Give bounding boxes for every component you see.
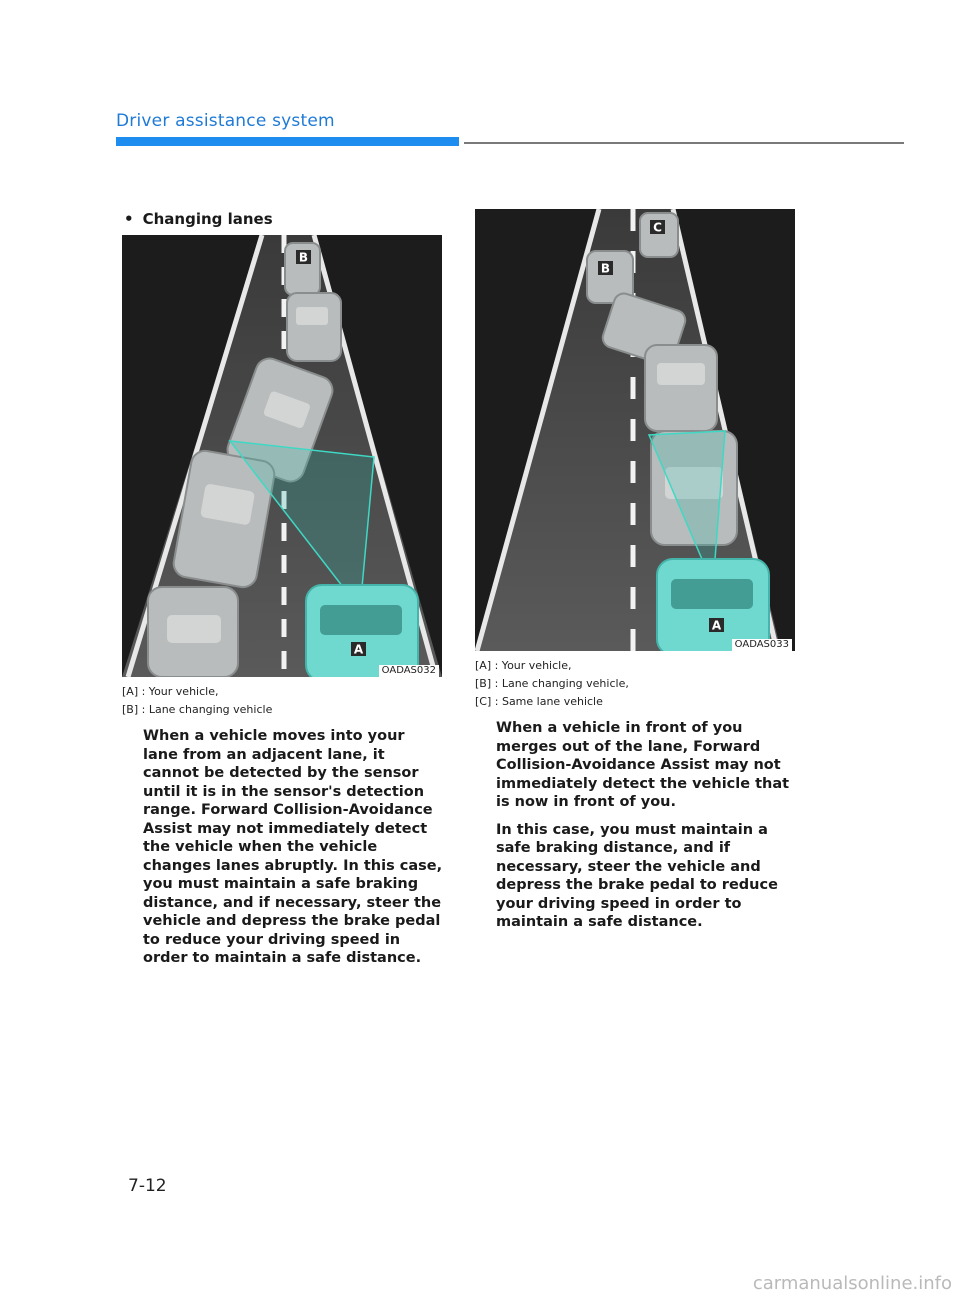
paragraph: When a vehicle in front of you merges out of the lane, Forward Collision-Avoidance Assist may not immediately detect the vehicle that is now in front of you. bbox=[496, 720, 790, 810]
figure-code: OADAS032 bbox=[379, 665, 439, 677]
label-c: C bbox=[653, 220, 662, 235]
paragraph: When a vehicle moves into your lane from an adjacent lane, it cannot be detected by the sensor until it is in the sensor's detection range. Forward Collision-Avoidance Assist may not immediately detect the vehicle when the vehicle changes lanes abruptly. In this case, you must maintain a safe braking distance, and if necessary, steer the vehicle and depress the brake pedal to reduce your driving speed in order to maintain a safe distance. bbox=[143, 728, 443, 966]
label-a: A bbox=[353, 642, 364, 657]
section-title: Driver assistance system bbox=[116, 111, 335, 131]
caption-line: [B] : Lane changing vehicle bbox=[122, 703, 273, 716]
road-illustration-right bbox=[475, 209, 795, 651]
label-b: B bbox=[298, 250, 309, 265]
header-rule bbox=[464, 142, 904, 144]
paragraph: In this case, you must maintain a safe braking distance, and if necessary, steer the vehicle and depress the brake pedal to reduce your driving speed in order to maintain a safe distance. bbox=[496, 821, 778, 930]
bullet-heading bbox=[124, 210, 273, 228]
caption-line: [C] : Same lane vehicle bbox=[475, 695, 603, 708]
label-a: A bbox=[711, 618, 722, 633]
label-b: B bbox=[600, 261, 611, 276]
figure-code: OADAS033 bbox=[732, 639, 792, 651]
right-body-text bbox=[496, 719, 798, 941]
header-accent-bar bbox=[116, 137, 459, 146]
caption-line: [A] : Your vehicle, bbox=[475, 659, 572, 672]
figure-caption-right bbox=[475, 657, 629, 711]
left-body-text bbox=[143, 727, 443, 977]
figure-vehicle-merging-out bbox=[475, 209, 795, 651]
bullet-icon: • bbox=[124, 210, 134, 228]
caption-line: [B] : Lane changing vehicle, bbox=[475, 677, 629, 690]
watermark: carmanualsonline.info bbox=[752, 1273, 952, 1294]
page-number: 7-12 bbox=[128, 1176, 167, 1196]
caption-line: [A] : Your vehicle, bbox=[122, 685, 219, 698]
figure-changing-lanes bbox=[122, 235, 442, 677]
road-illustration-left bbox=[122, 235, 442, 677]
figure-caption-left bbox=[122, 683, 272, 719]
bullet-heading-text: Changing lanes bbox=[142, 210, 273, 228]
